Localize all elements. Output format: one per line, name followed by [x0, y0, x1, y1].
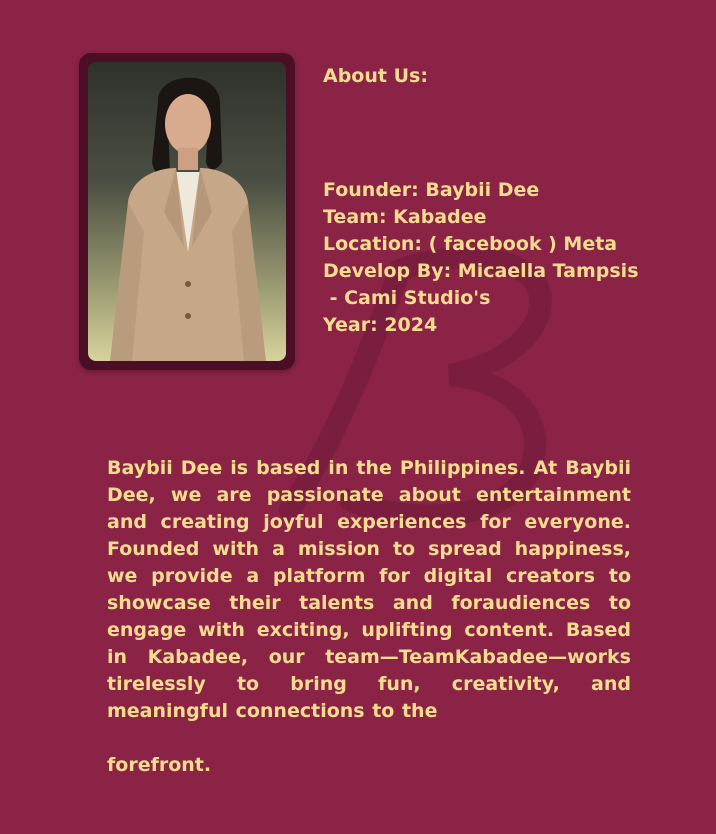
about-description-last-line: forefront.	[107, 754, 212, 776]
founder-portrait-image	[88, 62, 286, 361]
founder-photo	[88, 62, 286, 361]
studio-info: - Cami Studio's	[323, 287, 491, 309]
about-us-title: About Us:	[323, 65, 428, 87]
year-info: Year: 2024	[323, 314, 438, 336]
founder-info: Founder: Baybii Dee	[323, 179, 540, 201]
info-list	[323, 177, 639, 339]
founder-photo-frame	[79, 53, 295, 370]
team-info: Team: Kabadee	[323, 206, 487, 228]
about-description: Baybii Dee is based in the Philippines. At Baybii Dee, we are passionate about entertainment and creating joyful experiences for everyone. Founded with a mission to spread happiness, we provide a platform for digital creators to showcase their talents and foraudiences to engage with exciting, uplifting content. Based in Kabadee, our team—TeamKabadee—works tirelessly to bring fun, creativity, and meaningful connections to the	[107, 457, 631, 722]
location-info: Location: ( facebook ) Meta	[323, 233, 618, 255]
developer-info: Develop By: Micaella Tampsis	[323, 260, 639, 282]
